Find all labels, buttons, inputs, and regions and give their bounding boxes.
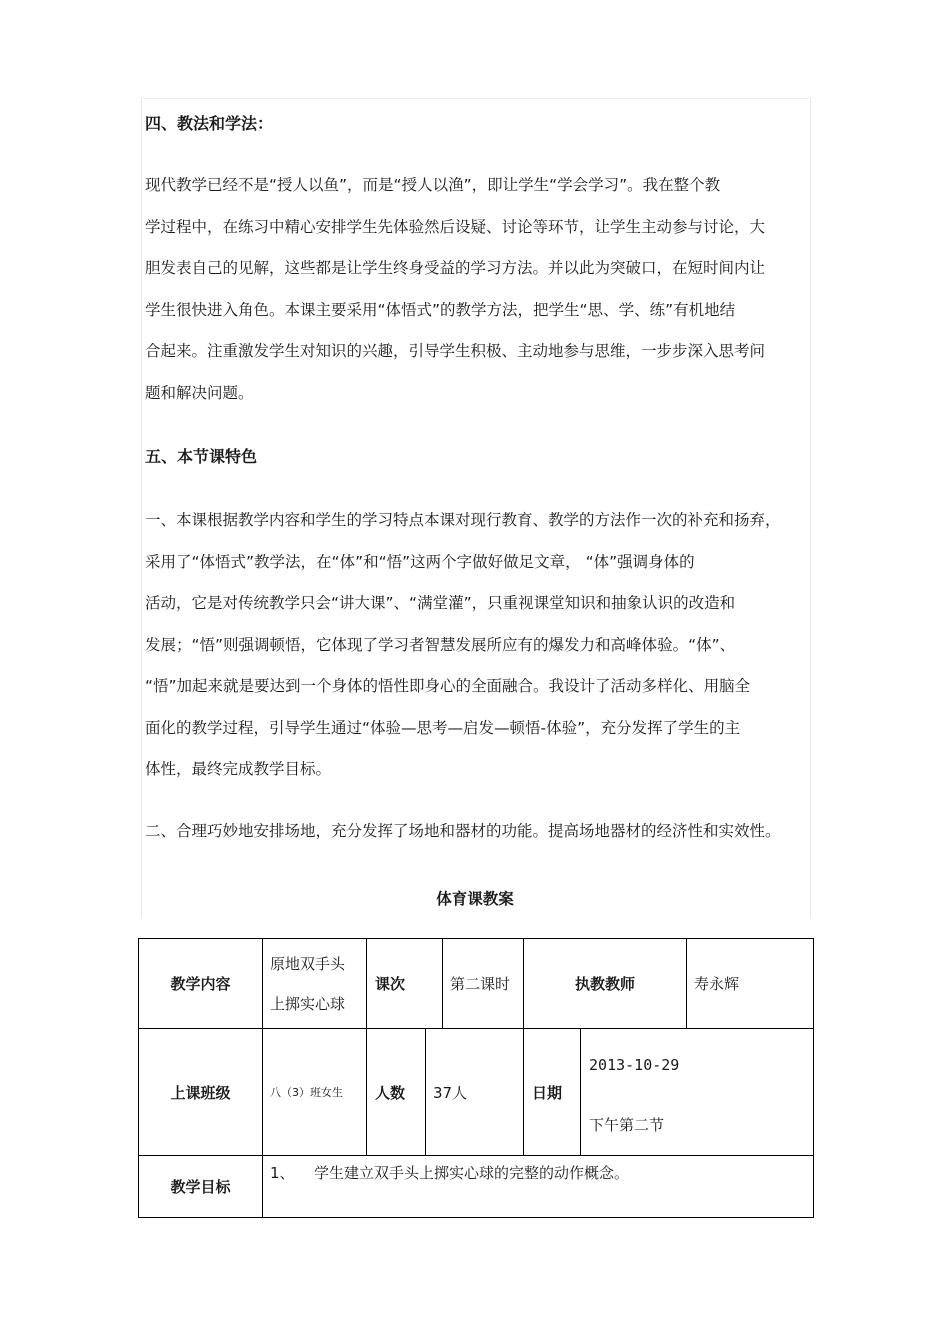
content-line: 上掷实心球 <box>270 994 346 1013</box>
count-value: 37人 <box>426 1029 524 1156</box>
table-row <box>139 939 814 1029</box>
lesson-plan-table <box>138 938 814 1218</box>
lesson-value: 第二课时 <box>443 939 524 1029</box>
paragraph-line: 活动，它是对传统教学只会“讲大课”、“满堂灌”，只重视课堂知识和抽象认识的改造和 <box>145 594 736 612</box>
section5-paragraph-2 <box>145 811 817 853</box>
section5-paragraph-1 <box>145 500 817 791</box>
paragraph-line: 胆发表自己的见解，这些都是让学生终身受益的学习方法。并以此为突破口，在短时间内让 <box>145 259 766 277</box>
lesson-plan-title: 体育课教案 <box>436 890 514 908</box>
goal-value <box>263 1156 814 1218</box>
date-label: 日期 <box>524 1029 581 1156</box>
content-value <box>263 939 367 1029</box>
teacher-label: 执教教师 <box>524 939 687 1029</box>
count-label: 人数 <box>367 1029 426 1156</box>
lesson-label: 课次 <box>367 939 443 1029</box>
content-label: 教学内容 <box>139 939 263 1029</box>
paragraph-line: “悟”加起来就是要达到一个身体的悟性即身心的全面融合。我设计了活动多样化、用脑全 <box>145 677 751 695</box>
goal-text: 学生建立双手头上掷实心球的完整的动作概念。 <box>314 1164 630 1182</box>
period-text: 下午第二节 <box>589 1116 665 1134</box>
date-text: 2013-10-29 <box>589 1056 680 1074</box>
paragraph-line: 学生很快进入角色。本课主要采用“体悟式”的教学方法，把学生“思、学、练”有机地结 <box>145 300 736 319</box>
content-line: 原地双手头 <box>270 954 346 973</box>
class-value: 八（3）班女生 <box>263 1029 367 1156</box>
paragraph-line: 采用了“体悟式”教学法，在“体”和“悟”这两个字做好做足文章， “体”强调身体的 <box>145 552 695 571</box>
paragraph-line: 题和解决问题。 <box>145 383 254 402</box>
paragraph-line: 面化的教学过程，引导学生通过“体验—思考—启发—顿悟-体验”，充分发挥了学生的主 <box>145 718 741 737</box>
goal-number: 1、 <box>270 1164 295 1182</box>
table-row <box>139 1156 814 1218</box>
goal-label: 教学目标 <box>139 1156 263 1218</box>
date-value <box>581 1029 814 1156</box>
paragraph-line: 二、合理巧妙地安排场地，充分发挥了场地和器材的功能。提高场地器材的经济性和实效性。 <box>145 822 781 840</box>
paragraph-line: 合起来。注重激发学生对知识的兴趣，引导学生积极、主动地参与思维，一步步深入思考问 <box>145 342 766 360</box>
paragraph-line: 发展；“悟”则强调顿悟，它体现了学习者智慧发展所应有的爆发力和高峰体验。“体”、 <box>145 635 736 654</box>
paragraph-line: 体性，最终完成教学目标。 <box>145 760 332 778</box>
table-row <box>139 1029 814 1156</box>
class-label: 上课班级 <box>139 1029 263 1156</box>
paragraph-line: 学过程中，在练习中精心安排学生先体验然后设疑、讨论等环节，让学生主动参与讨论，大 <box>145 217 766 236</box>
section4-paragraph <box>145 165 817 414</box>
section5-heading: 五、本节课特色 <box>145 447 258 466</box>
section4-heading: 四、教法和学法： <box>145 114 274 133</box>
paragraph-line: 一、本课根据教学内容和学生的学习特点本课对现行教育、教学的方法作一次的补充和扬弃， <box>145 511 781 529</box>
paragraph-line: 现代教学已经不是“授人以鱼”，而是“授人以渔”，即让学生“学会学习”。我在整个教 <box>145 176 721 194</box>
teacher-value: 寿永辉 <box>687 939 814 1029</box>
